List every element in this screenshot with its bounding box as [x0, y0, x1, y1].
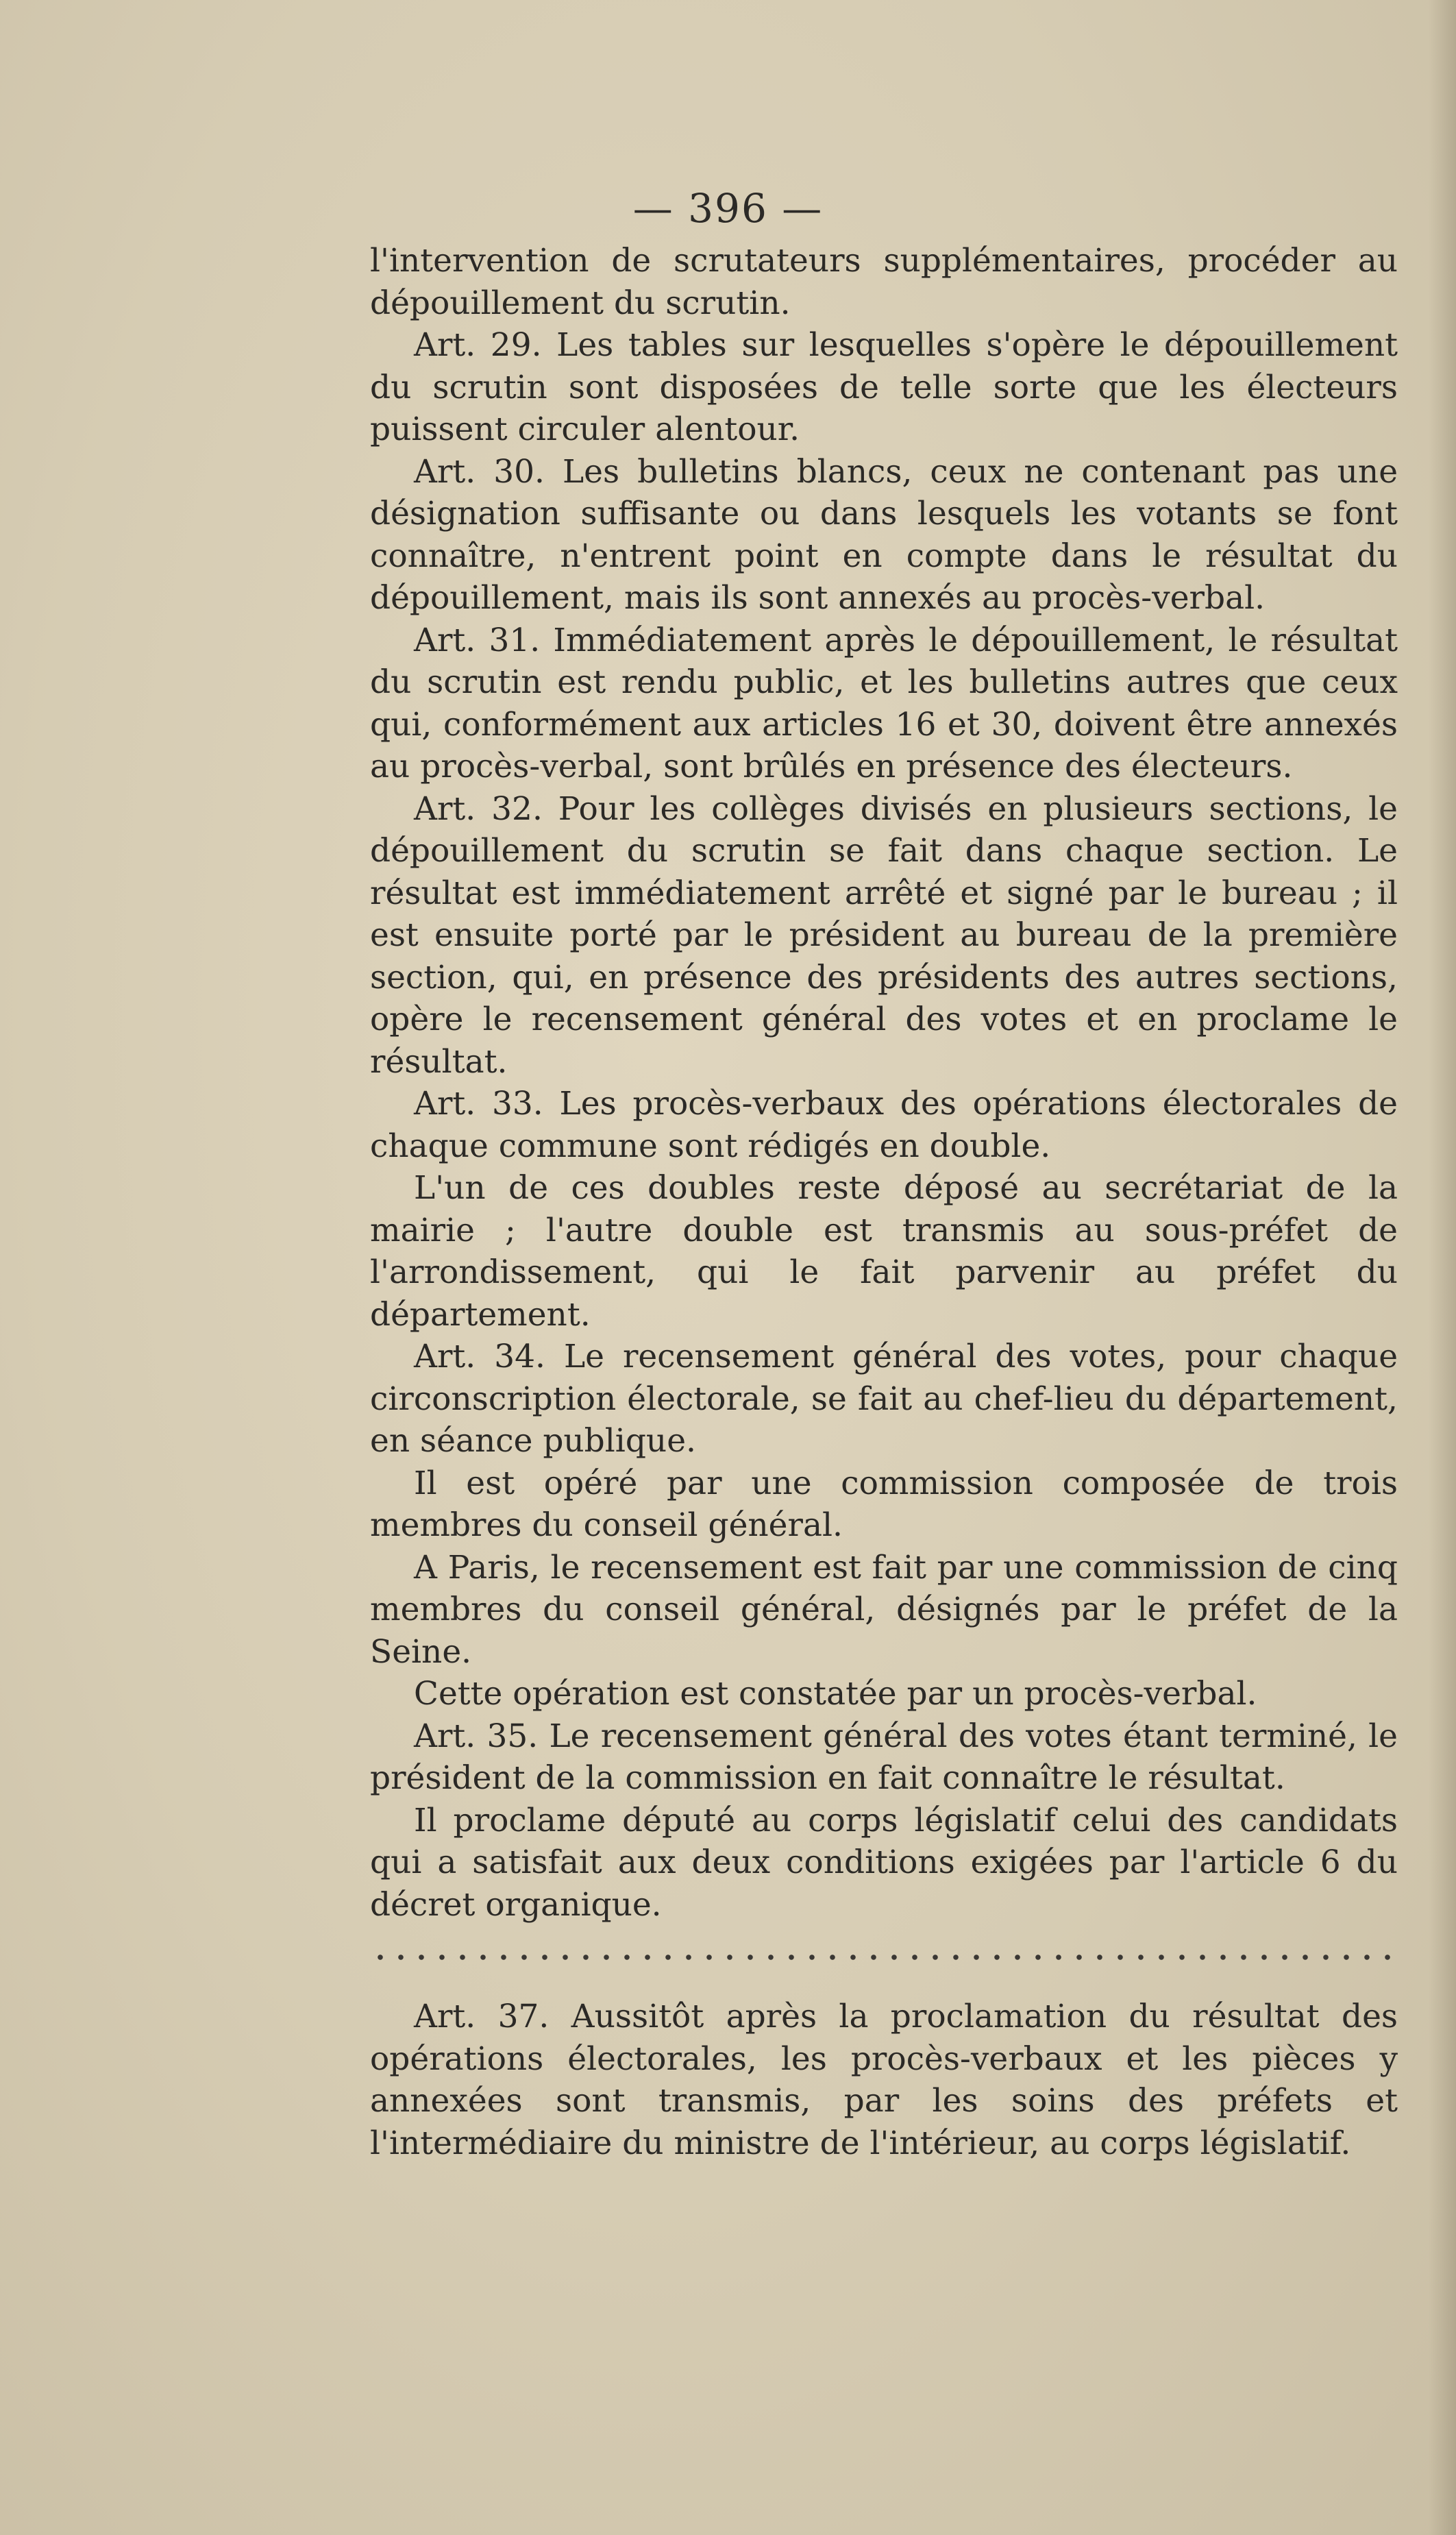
- article-label: Art. 35.: [414, 1717, 539, 1755]
- paragraph-text: Pour les collèges divisés en plusieurs sections, le dépouillement du scrutin se fait dans chaque section. Le résultat est immédiatement arrêté et signé par le bureau ; il est ensuite porté par le président au bureau de la première section, qui, en présence des présidents des autres sections, opère le recensement général des votes et en proclame le résultat.: [370, 789, 1398, 1081]
- paragraph-text: l'intervention de scrutateurs supplémentaires, procéder au dépouillement du scrutin.: [370, 242, 1398, 322]
- article-label: Art. 32.: [414, 789, 543, 828]
- page-edge-shadow: [1429, 0, 1456, 2535]
- article-label: Art. 37.: [414, 1998, 550, 2035]
- article-32: [370, 788, 1398, 1083]
- paragraph-text: Cette opération est constatée par un procès-verbal.: [414, 1675, 1257, 1713]
- paragraph-text: Immédiatement après le dépouillement, le résultat du scrutin est rendu public, et les bulletins autres que ceux qui, conformément aux articles 16 et 30, doivent être annexés au procès-verbal, sont brûlés en présence des électeurs.: [370, 621, 1398, 785]
- paragraph-text: Il est opéré par une commission composée de trois membres du conseil général.: [370, 1464, 1398, 1544]
- article-30: [370, 451, 1398, 620]
- dotted-separator: [370, 1955, 1398, 1960]
- paragraph-text: Aussitôt après la proclamation du résultat des opérations électorales, les procès-verbaux et les pièces y annexées sont transmis, par les soins des préfets et l'intermédiaire du ministre de l'intérieur, au corps législatif.: [370, 1998, 1398, 2162]
- paragraph-text: A Paris, le recensement est fait par une commission de cinq membres du conseil général, désignés par le préfet de la Seine.: [370, 1548, 1398, 1671]
- paragraph-text: L'un de ces doubles reste déposé au secrétariat de la mairie ; l'autre double est transmis au sous-préfet de l'arrondissement, qui le fait parvenir au préfet du département.: [370, 1169, 1398, 1334]
- article-35: [370, 1715, 1398, 1800]
- article-33: [370, 1083, 1398, 1167]
- paragraph-text: Le recensement général des votes étant terminé, le président de la commission en fait connaître le résultat.: [370, 1717, 1398, 1797]
- article-34: [370, 1336, 1398, 1462]
- paragraph: [370, 1547, 1398, 1674]
- article-label: Art. 33.: [414, 1085, 543, 1123]
- paragraph-text: Les bulletins blancs, ceux ne contenant pas une désignation suffisante ou dans lesquels les votants se font connaître, n'entrent point en compte dans le résultat du dépouillement, mais ils sont annexés au procès-verbal.: [370, 452, 1398, 617]
- paragraph-text: Le recensement général des votes, pour chaque circonscription électorale, se fait au chef-lieu du département, en séance publique.: [370, 1338, 1398, 1460]
- article-label: Art. 30.: [414, 452, 545, 491]
- article-37: [370, 1996, 1398, 2164]
- article-label: Art. 31.: [414, 621, 541, 659]
- paragraph-continuation: [370, 240, 1398, 324]
- paragraph-text: Il proclame député au corps législatif celui des candidats qui a satisfait aux deux conditions exigées par l'article 6 du décret organique.: [370, 1801, 1398, 1924]
- paragraph: [370, 1800, 1398, 1926]
- paragraph: [370, 1462, 1398, 1547]
- article-label: Art. 29.: [414, 326, 542, 364]
- page-number: — 396 —: [632, 185, 824, 232]
- body-text: [370, 240, 1398, 2164]
- paragraph-text: Les procès-verbaux des opérations électorales de chaque commune sont rédigés en double.: [370, 1085, 1398, 1165]
- paragraph: [370, 1673, 1398, 1715]
- paragraph-text: Les tables sur lesquelles s'opère le dépouillement du scrutin sont disposées de telle sorte que les électeurs puissent circuler alentour.: [370, 326, 1398, 448]
- article-29: [370, 324, 1398, 451]
- paragraph: [370, 1167, 1398, 1336]
- article-label: Art. 34.: [414, 1338, 545, 1375]
- article-31: [370, 620, 1398, 788]
